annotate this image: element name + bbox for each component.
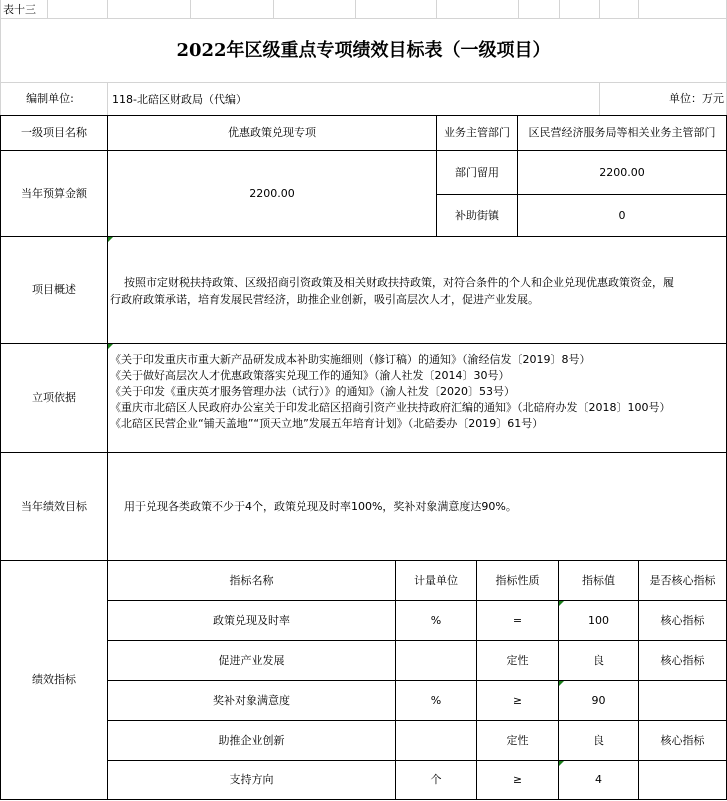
subsidy-label: 补助街镇 xyxy=(455,208,499,222)
basis-line: 《关于做好高层次人才优惠政策落实兑现工作的通知》（渝人社发〔2014〕30号） xyxy=(110,369,510,382)
indicator-core xyxy=(639,681,726,720)
indicator-value: 100 xyxy=(588,613,609,627)
indicator-name: 促进产业发展 xyxy=(218,653,285,667)
project-name-label: 一级项目名称 xyxy=(21,126,87,139)
indicator-header-value: 指标值 xyxy=(582,573,615,587)
gridline xyxy=(107,83,108,115)
budget-label: 当年预算金额 xyxy=(21,186,87,200)
indicator-name: 支持方向 xyxy=(229,773,274,786)
indicator-core: 核心指标 xyxy=(660,653,705,667)
indicator-value: 90 xyxy=(591,693,606,707)
indicator-header-unit: 计量单位 xyxy=(414,573,458,587)
gridline xyxy=(518,0,519,18)
indicator-unit: % xyxy=(430,693,442,707)
overview-line-2: 行政府政策承诺，培育发展民营经济，助推企业创新，吸引高层次人才，促进产业发展。 xyxy=(110,293,539,306)
dept-retain-label: 部门留用 xyxy=(455,165,499,179)
indicator-unit: % xyxy=(430,613,442,627)
comment-marker-icon xyxy=(108,344,113,349)
dept-retain-value: 2200.00 xyxy=(599,165,645,179)
indicator-nature: 定性 xyxy=(506,653,529,667)
gridline xyxy=(190,0,191,18)
indicator-nature: 定性 xyxy=(506,733,529,747)
subsidy-value: 0 xyxy=(618,208,626,222)
gridline xyxy=(47,0,48,18)
table-border xyxy=(0,452,727,453)
indicator-value: 良 xyxy=(593,733,604,747)
basis-line: 《关于印发《重庆英才服务管理办法（试行）》的通知》（渝人社发〔2020〕53号） xyxy=(110,385,515,398)
gridline xyxy=(436,0,437,18)
overview-line-1: 按照市定财税扶持政策、区级招商引资政策及相关财政扶持政策，对符合条件的个人和企业兑现优惠政策资金，履 xyxy=(110,276,674,289)
goal-label: 当年绩效目标 xyxy=(21,499,87,513)
sheet-label: 表十三 xyxy=(3,3,36,16)
indicator-unit xyxy=(396,641,476,680)
gridline xyxy=(107,0,108,18)
gridline xyxy=(638,0,639,18)
dept-label: 业务主管部门 xyxy=(444,126,510,139)
gridline xyxy=(599,0,600,18)
basis-line: 《北碚区民营企业“铺天盖地”“顶天立地”发展五年培育计划》（北碚委办〔2019〕61号） xyxy=(110,417,544,430)
org-value: 118-北碚区财政局（代编） xyxy=(112,93,247,106)
indicator-nature: = xyxy=(512,613,523,627)
indicator-name: 奖补对象满意度 xyxy=(213,693,290,707)
indicator-core xyxy=(639,761,726,799)
indicators-label: 绩效指标 xyxy=(32,673,76,686)
indicator-unit xyxy=(396,721,476,760)
indicator-header-name: 指标名称 xyxy=(229,573,274,587)
indicator-core: 核心指标 xyxy=(660,733,705,747)
indicator-nature: ≥ xyxy=(512,693,523,707)
dept-value: 区民营经济服务局等相关业务主管部门 xyxy=(528,126,716,139)
budget-total: 2200.00 xyxy=(249,186,295,200)
indicator-nature: ≥ xyxy=(512,773,523,786)
indicator-value: 4 xyxy=(595,773,602,786)
page-title: 2022年区级重点专项绩效目标表（一级项目） xyxy=(176,39,551,61)
comment-marker-icon xyxy=(108,237,113,242)
basis-line: 《重庆市北碚区人民政府办公室关于印发北碚区招商引资产业扶持政府汇编的通知》（北碚府办发〔2018〕100号） xyxy=(110,401,671,414)
indicator-header-nature: 指标性质 xyxy=(495,573,540,587)
gridline xyxy=(559,0,560,18)
org-label: 编制单位: xyxy=(26,92,74,105)
table-border xyxy=(0,799,727,800)
indicator-header-core: 是否核心指标 xyxy=(649,573,716,587)
gridline xyxy=(273,0,274,18)
indicator-value: 良 xyxy=(593,653,604,667)
basis-line: 《关于印发重庆市重大新产品研发成本补助实施细则（修订稿）的通知》（渝经信发〔2019〕8号） xyxy=(110,353,591,366)
indicator-core: 核心指标 xyxy=(660,613,705,627)
basis-label: 立项依据 xyxy=(32,391,76,404)
indicator-name: 政策兑现及时率 xyxy=(213,613,290,627)
project-name-value: 优惠政策兑现专项 xyxy=(228,126,316,139)
indicator-name: 助推企业创新 xyxy=(218,733,285,747)
goal-text: 用于兑现各类政策不少于4个，政策兑现及时率100%，奖补对象满意度达90%。 xyxy=(110,500,517,513)
indicator-unit: 个 xyxy=(430,773,442,786)
unit-text: 单位：万元 xyxy=(669,92,724,105)
overview-label: 项目概述 xyxy=(32,283,76,296)
gridline xyxy=(355,0,356,18)
